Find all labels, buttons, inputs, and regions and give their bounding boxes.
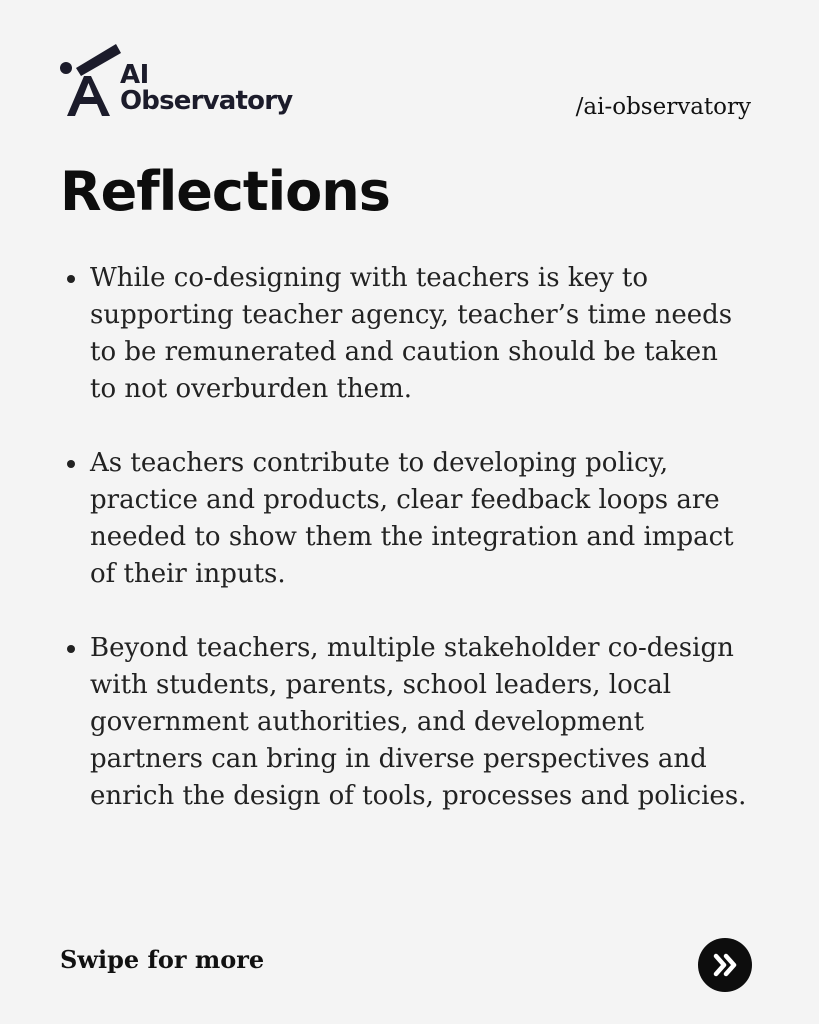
logo-line-observatory: Observatory — [120, 86, 293, 116]
page-title: Reflections — [60, 160, 390, 223]
logo-wordmark — [120, 62, 292, 114]
brand-logo — [58, 42, 293, 124]
logo-line-ai: AI — [120, 60, 149, 90]
list-item: Beyond teachers, multiple stakeholder co-design with students, parents, school leaders, local government authorities, and development partners can bring in diverse perspectives and enrich the design of tools, processes and policies. — [60, 630, 750, 815]
list-item: As teachers contribute to developing policy, practice and products, clear feedback loops are needed to show them the integration and impact of their inputs. — [60, 445, 750, 593]
next-slide-button[interactable] — [698, 938, 752, 992]
list-item: While co-designing with teachers is key to supporting teacher agency, teacher’s time needs to be remunerated and caution should be taken to not overburden them. — [60, 260, 750, 408]
social-handle: /ai-observatory — [575, 94, 751, 120]
telescope-icon — [58, 42, 128, 124]
double-chevron-right-icon — [708, 948, 742, 982]
reflections-list — [60, 260, 750, 852]
swipe-label: Swipe for more — [60, 945, 265, 974]
